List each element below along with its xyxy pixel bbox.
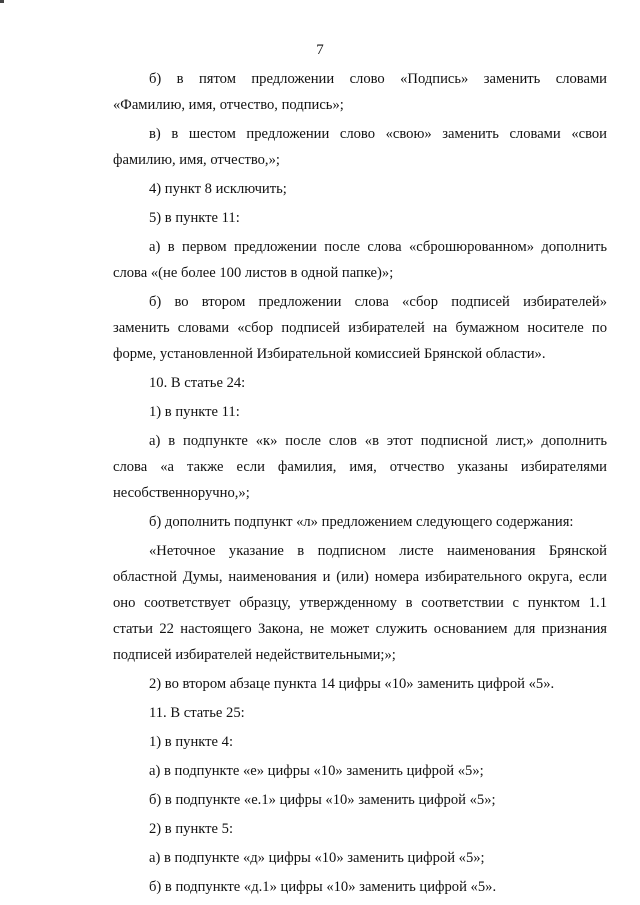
paragraph-line: б) в подпункте «д.1» цифры «10» заменить цифрой «5». [149, 879, 497, 895]
page-number: 7 [316, 42, 324, 58]
paragraph-line: б) во втором предложении слова «сбор подписей избирателей» [149, 294, 607, 310]
article-heading: 11. В статье 25: [149, 705, 245, 721]
paragraph-line: слова «(не более 100 листов в одной папке)»; [113, 265, 394, 281]
paragraph-line: 4) пункт 8 исключить; [149, 181, 287, 197]
paragraph-line: б) в подпункте «е.1» цифры «10» заменить цифрой «5»; [149, 792, 496, 808]
quoted-paragraph-line: «Неточное указание в подписном листе наименования Брянской [149, 543, 607, 559]
paragraph-line: фамилию, имя, отчество,»; [113, 152, 280, 168]
paragraph-line: несобственноручно,»; [113, 485, 250, 501]
quoted-paragraph-line: подписей избирателей недействительными;»; [113, 647, 396, 663]
document-body [113, 66, 607, 900]
paragraph-line: а) в подпункте «к» после слов «в этот подписной лист,» дополнить [149, 433, 607, 449]
paragraph-line: б) в пятом предложении слово «Подпись» заменить словами [149, 71, 607, 87]
paragraph-line: 5) в пункте 11: [149, 210, 240, 226]
quoted-paragraph-line: оно соответствует образцу, утвержденному в соответствии с пунктом 1.1 [113, 595, 607, 611]
paragraph-line: а) в подпункте «е» цифры «10» заменить цифрой «5»; [149, 763, 484, 779]
paragraph-line: 1) в пункте 4: [149, 734, 234, 750]
quoted-paragraph-line: статьи 22 настоящего Закона, не может служить основанием для признания [113, 621, 607, 637]
paragraph-line: б) дополнить подпункт «л» предложением следующего содержания: [149, 514, 574, 530]
paragraph-line: 2) во втором абзаце пункта 14 цифры «10» заменить цифрой «5». [149, 676, 555, 692]
article-heading: 10. В статье 24: [149, 375, 246, 391]
paragraph-line: а) в подпункте «д» цифры «10» заменить цифрой «5»; [149, 850, 485, 866]
paragraph-line: заменить словами «сбор подписей избирателей на бумажном носителе по [113, 320, 607, 336]
paragraph-line: слова «а также если фамилия, имя, отчество указаны избирателями [113, 459, 607, 475]
quoted-paragraph-line: областной Думы, наименования и (или) номера избирательного округа, если [113, 569, 607, 585]
paragraph-line: «Фамилию, имя, отчество, подпись»; [113, 97, 344, 113]
paragraph-line: а) в первом предложении после слова «сброшюрованном» дополнить [149, 239, 607, 255]
paragraph-line: форме, установленной Избирательной комиссией Брянской области». [113, 346, 546, 362]
paragraph-line: 1) в пункте 11: [149, 404, 240, 420]
scan-corner-mark [0, 0, 4, 3]
paragraph-line: в) в шестом предложении слово «свою» заменить словами «свои [149, 126, 607, 142]
paragraph-line: 2) в пункте 5: [149, 821, 234, 837]
